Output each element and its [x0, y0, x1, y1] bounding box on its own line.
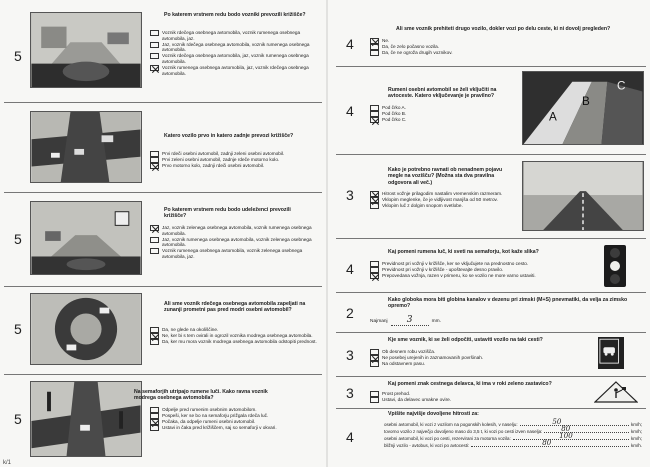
- question-right-2: [336, 66, 646, 150]
- answer-option[interactable]: [370, 273, 610, 279]
- tire-depth-value: 3: [406, 315, 413, 325]
- question-text: Ali sme voznik rdečega osebnega avtomobila zapeljati na zunanji prometni pas pred modri osebni avtomobil?: [164, 301, 306, 314]
- page-fold: [326, 0, 328, 467]
- question-text: Po katerem vrstnem redu bodo udeleženci prevozili križišče?: [164, 207, 291, 220]
- answer-checkbox[interactable]: [370, 50, 379, 56]
- question-left-2: [4, 102, 322, 188]
- answer-text: Previdnost pri vožnji v križišče - upoštevajte desno pravilo.: [382, 267, 504, 272]
- answer-list: [370, 349, 570, 367]
- tire-depth-input[interactable]: [391, 315, 429, 326]
- answer-text: Pod črko B.: [382, 111, 407, 116]
- question-left-4: [4, 286, 322, 370]
- speed-unit: km/h;: [630, 436, 642, 441]
- question-text: Kako globoka mora biti globina kanalov v dezenu pri zimski (M+S) pnevmatiki, da velja za zimsko opremo?: [388, 297, 628, 310]
- answer-option[interactable]: [150, 425, 318, 431]
- answer-text: Hitrost vožnje prilagodim nastalim vremenskim razmeram.: [382, 191, 503, 196]
- answer-checkbox-checked[interactable]: [150, 225, 159, 231]
- speed-input[interactable]: [471, 439, 629, 447]
- question-right-4: [336, 238, 646, 290]
- question-points: 2: [346, 305, 354, 321]
- answer-text: Ne.: [382, 38, 390, 43]
- speed-unit: km/h;: [630, 422, 642, 427]
- answer-checkbox[interactable]: [370, 203, 379, 209]
- speed-label: bližnji vozilo - avtobus, ki vozi po avtocesti:: [384, 443, 470, 448]
- answer-checkbox-checked[interactable]: [370, 273, 379, 279]
- question-left-1: [4, 6, 322, 94]
- answer-text: Voznik rumenega osebnega avtomobila, jaz, voznik rdečega osebnega avtomobila.: [162, 64, 309, 76]
- question-points: 5: [14, 321, 22, 337]
- answer-text: Da, če zelo počasno vozila.: [382, 44, 440, 49]
- question-text: Po katerem vrstnem redu bodo vozniki prevozili križišče?: [164, 12, 306, 18]
- tire-prefix: Najmanj: [370, 319, 388, 324]
- answer-text: Da, če ne ogroža drugih voznikov.: [382, 50, 453, 55]
- tire-depth-answer: [370, 315, 441, 326]
- speed-row: [384, 432, 642, 442]
- answer-option[interactable]: [150, 30, 318, 42]
- worker-flag-sign-icon: [594, 381, 638, 403]
- answer-text: Voznik rdečega osebnega avtomobila, voznik rumenega osebnega avtomobila, jaz.: [162, 30, 301, 41]
- question-text: Rumeni osebni avtomobil se želi vključiti na avtoceste. Katero vključevanje je pravilno?: [388, 87, 497, 100]
- question-illustration: [30, 111, 142, 183]
- answer-text: Prvo motorno kolo, zadnji rdeči osebni avtomobil.: [162, 163, 265, 168]
- answer-text: Odpelje pred rumenim osebnim avtomobilom.: [162, 407, 257, 412]
- question-illustration: [30, 293, 142, 365]
- question-right-6: [336, 332, 646, 376]
- question-illustration: [30, 201, 142, 275]
- question-points: 3: [346, 385, 354, 401]
- answer-text: Ne posebej urejenih in zaznamovanih površinah.: [382, 355, 484, 360]
- question-text: Vpišite najvišje dovoljene hitrosti za:: [388, 411, 479, 417]
- answer-option[interactable]: [150, 248, 318, 260]
- answer-checkbox[interactable]: [370, 361, 379, 367]
- question-right-8: [336, 408, 646, 464]
- label-c: C: [617, 79, 626, 93]
- answer-checkbox[interactable]: [150, 248, 159, 254]
- question-points: 4: [346, 103, 354, 119]
- speed-input[interactable]: [520, 418, 629, 426]
- label-a: A: [548, 110, 557, 124]
- answer-text: Jaz, voznik rdečega osebnega avtomobila, voznik rumenega osebnega avtomobila.: [162, 41, 310, 53]
- speed-label: osebni avtomobil, ki vozi po cesti, rezervirani za motorna vozila:: [384, 436, 511, 441]
- question-illustration: [522, 71, 644, 145]
- answer-option[interactable]: [150, 237, 318, 249]
- answer-list: [150, 151, 318, 169]
- answer-text: Ustavi, da delavec umakne ovire.: [382, 397, 452, 402]
- question-points: 5: [14, 231, 22, 247]
- answer-option[interactable]: [370, 203, 530, 209]
- answer-text: Počaka, da odpelje rumeni osebni avtomobil.: [162, 419, 256, 424]
- question-text: Kako je potrebno ravnati ob nenadnem pojavu megle na vozišču? (Možna sta dva pravilna odgovora ali več.): [388, 167, 503, 186]
- answer-list: [150, 225, 318, 260]
- answer-checkbox-checked[interactable]: [370, 117, 379, 123]
- corner-mark: k/1: [3, 460, 12, 466]
- traffic-light-icon: [604, 245, 626, 287]
- question-text: Kje sme voznik, ki se želi odpočiti, ustaviti vozilo na taki cesti?: [388, 337, 543, 343]
- answer-text: Voznik rumenega osebnega avtomobila, voznik zelenega osebnega avtomobila, jaz.: [162, 248, 303, 259]
- question-points: 5: [14, 48, 22, 64]
- answer-option[interactable]: [150, 65, 318, 77]
- question-text: Ali sme voznik prehiteti drugo vozilo, dokler vozi po delu ceste, ki ni dovolj pregleden?: [396, 26, 611, 32]
- answer-checkbox-checked[interactable]: [150, 65, 159, 71]
- question-right-5: [336, 292, 646, 330]
- answer-checkbox[interactable]: [150, 30, 159, 36]
- question-points: 5: [14, 411, 22, 427]
- answer-text: Vklopim meglenke, če je vidljivost manjša od 50 metrov.: [382, 197, 498, 202]
- answer-option[interactable]: [150, 163, 318, 169]
- answer-option[interactable]: [370, 361, 570, 367]
- answer-list: [150, 327, 318, 345]
- question-points: 3: [346, 187, 354, 203]
- answer-list: [150, 30, 318, 76]
- answer-text: Ob desnem robu vozišča.: [382, 349, 436, 354]
- answer-checkbox-checked[interactable]: [150, 163, 159, 169]
- answer-list: [370, 391, 570, 403]
- speed-unit: km/h;: [630, 429, 642, 434]
- question-points: 4: [346, 36, 354, 52]
- answer-text: Da, ker mu mora voznik modrega osebnega avtomobila odstopiti prednost.: [162, 339, 317, 344]
- answer-list: [370, 105, 510, 123]
- answer-text: Previdnost pri vožnji v križišče, ker se vključujete na prednostno cesto.: [382, 261, 529, 266]
- answer-list: [150, 407, 318, 431]
- speed-value: 80: [542, 439, 552, 447]
- answer-text: Prepovedana vožnja, razen v primeru, ko se vozilo ne more varno ustaviti.: [382, 273, 536, 278]
- answer-option[interactable]: [370, 50, 570, 56]
- answer-text: Pod črko C.: [382, 117, 407, 122]
- answer-option[interactable]: [150, 53, 318, 65]
- answer-text: Ustavi in čaka pred križiščem, saj so semaforji v okvari.: [162, 425, 277, 430]
- question-text: Kaj pomeni rumena luč, ki sveti na semaforju, kot kaže slika?: [388, 249, 539, 255]
- question-points: 3: [346, 347, 354, 363]
- question-right-3: [336, 154, 646, 234]
- answer-text: Ne, ker bi s tem ovirali in ogrozil voznika modrega osebnega avtomobila.: [162, 333, 313, 338]
- answer-option[interactable]: [370, 397, 570, 403]
- question-right-1: [336, 6, 646, 62]
- answer-text: Vklopim luč z dolgim snopom svetlobe.: [382, 203, 463, 208]
- answer-text: Voznik rdečega osebnega avtomobila, jaz, voznik rumenega osebnega avtomobila.: [162, 53, 309, 64]
- answer-list: [370, 261, 610, 279]
- question-points: 4: [346, 429, 354, 445]
- answer-text: Na odstavnem pasu.: [382, 361, 425, 366]
- question-illustration: [30, 381, 142, 457]
- speed-input[interactable]: [513, 432, 629, 440]
- speed-label: osebni avtomobil, ki vozi z vozilom na pogonskih kolesih, v naselju:: [384, 422, 518, 427]
- speed-input[interactable]: [544, 425, 629, 433]
- question-text: Kaj pomeni znak cestnega delavca, ki ima v roki zeleno zastavico?: [388, 381, 552, 387]
- answer-text: Prost prehod.: [382, 391, 411, 396]
- speed-limit-list: [384, 418, 642, 449]
- answer-checkbox[interactable]: [150, 53, 159, 59]
- answer-text: Prvi rdeči osebni avtomobil, zadnji zeleni osebni avtomobil.: [162, 151, 285, 156]
- answer-checkbox[interactable]: [150, 339, 159, 345]
- answer-option[interactable]: [150, 339, 318, 345]
- answer-list: [370, 191, 530, 209]
- question-illustration: [30, 12, 142, 88]
- speed-label: tovorno vozilo z največjo dovoljeno maso do 3,5 t, ki vozi po cesti izven naselja:: [384, 429, 543, 434]
- motorway-sign-icon: [598, 337, 624, 369]
- answer-option[interactable]: [370, 117, 510, 123]
- answer-text: Pospeši, ker se bo na semaforju prižgala rdeča luč.: [162, 413, 269, 418]
- question-left-3: [4, 192, 322, 282]
- speed-unit: km/h.: [630, 443, 642, 448]
- speed-row: [384, 418, 642, 428]
- question-text: Na semaforjih utripajo rumene luči. Kako ravna voznik modrega osebnega avtomobila?: [134, 389, 268, 402]
- answer-option[interactable]: [150, 42, 318, 54]
- speed-value: 50: [552, 418, 562, 426]
- question-left-5: [4, 374, 322, 462]
- answer-checkbox[interactable]: [150, 425, 159, 431]
- answer-text: Da, ne glede na okoliščine.: [162, 327, 219, 332]
- question-illustration: [522, 161, 644, 231]
- answer-text: Pod črko A.: [382, 105, 406, 110]
- label-b: B: [582, 95, 590, 109]
- answer-option[interactable]: [150, 225, 318, 237]
- question-points: 4: [346, 261, 354, 277]
- answer-text: Prvi zeleni osebni avtomobil, zadnje rdeče motorno kolo.: [162, 157, 280, 162]
- speed-value: 80: [561, 425, 571, 433]
- speed-row: [384, 425, 642, 435]
- answer-checkbox[interactable]: [150, 42, 159, 48]
- speed-row: [384, 439, 642, 449]
- answer-checkbox[interactable]: [370, 397, 379, 403]
- tire-unit: mm.: [431, 319, 441, 324]
- question-text: Katero vozilo prvo in katero zadnje prevozi križišče?: [164, 133, 294, 139]
- answer-checkbox[interactable]: [150, 237, 159, 243]
- answer-list: [370, 38, 570, 56]
- question-right-7: [336, 376, 646, 406]
- answer-text: Jaz, voznik zelenega osebnega avtomobila, voznik rumenega osebnega avtomobila.: [162, 225, 312, 236]
- answer-text: Jaz, voznik rumenega osebnega avtomobila, voznik zelenega osebnega avtomobila.: [162, 236, 312, 248]
- speed-value: 100: [559, 432, 573, 440]
